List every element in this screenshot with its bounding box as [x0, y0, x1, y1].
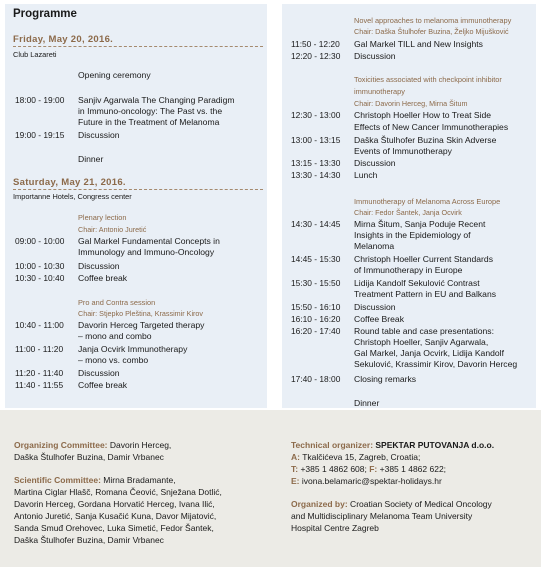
- session-title-line: in Immuno-oncology: The Past vs. the: [78, 106, 223, 116]
- day1-venue: Club Lazareti: [13, 50, 57, 59]
- scientific-committee-names: Sanda Smuđ Orehovec, Luka Simetić, Fedor Šantek,: [14, 523, 214, 533]
- phone-number: +385 1 4862 608;: [298, 464, 367, 474]
- organizing-committee: [14, 440, 171, 451]
- technical-organizer: [291, 440, 494, 451]
- section-chair: Chair: Fedor Šantek, Janja Ocvirk: [354, 208, 462, 217]
- session-title-line: Christoph Hoeller Current Standards: [354, 254, 493, 264]
- session-time: 13:00 - 13:15: [291, 135, 341, 145]
- session-time: 15:30 - 15:50: [291, 278, 341, 288]
- section-title: Pro and Contra session: [78, 298, 156, 307]
- session-title: Discussion: [354, 158, 396, 168]
- session-title: Coffee break: [78, 380, 128, 390]
- dinner-label: Dinner: [78, 154, 104, 164]
- address-label: A:: [291, 452, 300, 462]
- session-time: 10:30 - 10:40: [15, 273, 65, 283]
- day1-divider: [13, 46, 263, 47]
- organized-by-text: and Multidisciplinary Melanoma Team University: [291, 511, 473, 521]
- session-title-line: Davorin Herceg Targeted therapy: [78, 320, 205, 330]
- scientific-committee-names: Mirna Bradamante,: [100, 475, 176, 485]
- session-time: 15:50 - 16:10: [291, 302, 341, 312]
- scientific-committee-names: Davorin Herceg, Gordana Horvatić Herceg, Ivana Ilić,: [14, 499, 215, 509]
- scientific-committee: [14, 475, 176, 486]
- session-time: 10:00 - 10:30: [15, 261, 65, 271]
- session-time: 13:15 - 13:30: [291, 158, 341, 168]
- session-time: 12:30 - 13:00: [291, 110, 341, 120]
- session-title-line: Christoph Hoeller How to Treat Side: [354, 110, 492, 120]
- phone-line: [291, 464, 446, 475]
- phone-label: T:: [291, 464, 299, 474]
- section-chair: Chair: Antonio Juretić: [78, 225, 147, 234]
- programme-title: Programme: [13, 8, 77, 20]
- session-time: 12:20 - 12:30: [291, 51, 341, 61]
- session-title: Coffee Break: [354, 314, 405, 324]
- session-time: 13:30 - 14:30: [291, 170, 341, 180]
- session-title-line: Gal Markel, Janja Ocvirk, Lidija Kandolf: [354, 348, 504, 358]
- session-time: 11:50 - 12:20: [291, 39, 340, 49]
- session-title-line: – mono and combo: [78, 331, 152, 341]
- opening-ceremony: Opening ceremony: [78, 70, 151, 80]
- session-time: 14:45 - 15:30: [291, 254, 341, 264]
- session-title-line: Mirna Šitum, Sanja Poduje Recent: [354, 219, 486, 229]
- address-line: [291, 452, 420, 463]
- email-line: [291, 476, 442, 487]
- session-time: 16:20 - 17:40: [291, 326, 341, 336]
- organized-by: [291, 499, 492, 510]
- session-title: Discussion: [78, 261, 120, 271]
- session-title-line: Immunology and Immuno-Oncology: [78, 247, 215, 257]
- session-title: Discussion: [78, 130, 120, 140]
- day2-venue: Importanne Hotels, Congress center: [13, 192, 132, 201]
- session-title-line: Gal Markel Fundamental Concepts in: [78, 236, 220, 246]
- day2-heading: Saturday, May 21, 2016.: [13, 177, 126, 188]
- organizing-committee-names: Davorin Herceg,: [107, 440, 172, 450]
- session-title-line: Sanjiv Agarwala The Changing Paradigm: [78, 95, 235, 105]
- scientific-committee-names: Daška Štulhofer Buzina, Damir Vrbanec: [14, 535, 164, 545]
- session-time: 19:00 - 19:15: [15, 130, 65, 140]
- session-title: Closing remarks: [354, 374, 417, 384]
- session-title-line: Round table and case presentations:: [354, 326, 494, 336]
- session-title-line: Treatment Pattern in EU and Balkans: [354, 289, 497, 299]
- session-title-line: Events of Immunotherapy: [354, 146, 452, 156]
- session-title-line: Janja Ocvirk Immunotherapy: [78, 344, 188, 354]
- session-time: 16:10 - 16:20: [291, 314, 341, 324]
- section-chair: Chair: Davorin Herceg, Mirna Šitum: [354, 99, 468, 108]
- session-title-line: of Immunotherapy in Europe: [354, 265, 463, 275]
- technical-organizer-name: SPEKTAR PUTOVANJA d.o.o.: [373, 440, 495, 450]
- dinner-label: Dinner: [354, 398, 380, 408]
- session-time: 18:00 - 19:00: [15, 95, 65, 105]
- section-chair: Chair: Daška Štulhofer Buzina, Željko Mijušković: [354, 27, 509, 36]
- email-link[interactable]: ivona.belamaric@spektar-holidays.hr: [299, 476, 442, 486]
- session-title: Discussion: [354, 302, 396, 312]
- day2-divider: [13, 189, 263, 190]
- scientific-committee-label: Scientific Committee:: [14, 475, 101, 485]
- scientific-committee-names: Martina Ciglar Hlašč, Romana Čeović, Snježana Dotlić,: [14, 487, 222, 497]
- session-title: Coffee break: [78, 273, 128, 283]
- session-time: 11:00 - 11:20: [15, 344, 64, 354]
- session-title-line: Lidija Kandolf Sekulović Contrast: [354, 278, 480, 288]
- session-title-line: Melanoma: [354, 241, 395, 251]
- session-time: 14:30 - 14:45: [291, 219, 341, 229]
- address-text: Tkalčićeva 15, Zagreb, Croatia;: [299, 452, 421, 462]
- section-title: Plenary lection: [78, 213, 127, 222]
- section-title: Novel approaches to melanoma immunotherapy: [354, 16, 512, 25]
- session-title-line: – mono vs. combo: [78, 355, 149, 365]
- session-time: 10:40 - 11:00: [15, 320, 64, 330]
- session-title: Discussion: [78, 368, 120, 378]
- organizing-committee-label: Organizing Committee:: [14, 440, 108, 450]
- scientific-committee-names: Antonio Juretić, Sanja Kusačić Kuna, Davor Mijatović,: [14, 511, 217, 521]
- session-time: 11:20 - 11:40: [15, 368, 64, 378]
- section-title: immunotherapy: [354, 87, 405, 96]
- section-title: Immunotherapy of Melanoma Across Europe: [354, 197, 501, 206]
- session-time: 17:40 - 18:00: [291, 374, 341, 384]
- day1-heading: Friday, May 20, 2016.: [13, 34, 114, 45]
- organized-by-text: Croatian Society of Medical Oncology: [347, 499, 492, 509]
- session-title-line: Future in the Treatment of Melanoma: [78, 117, 220, 127]
- session-title: Lunch: [354, 170, 378, 180]
- session-title-line: Daška Štulhofer Buzina Skin Adverse: [354, 135, 497, 145]
- session-title: Discussion: [354, 51, 396, 61]
- technical-organizer-label: Technical organizer:: [291, 440, 374, 450]
- session-title-line: Sekulović, Krassimir Kirov, Davorin Herceg: [354, 359, 518, 369]
- email-label: E:: [291, 476, 300, 486]
- session-time: 09:00 - 10:00: [15, 236, 65, 246]
- organized-by-label: Organized by:: [291, 499, 348, 509]
- session-title-line: Effects of New Cancer Immunotherapies: [354, 122, 509, 132]
- section-title: Toxicities associated with checkpoint inhibitor: [354, 75, 502, 84]
- session-time: 11:40 - 11:55: [15, 380, 64, 390]
- fax-number: +385 1 4862 622;: [377, 464, 447, 474]
- organizing-committee-names: Daška Štulhofer Buzina, Damir Vrbanec: [14, 452, 164, 462]
- session-title: Gal Markel TILL and New Insights: [354, 39, 483, 49]
- session-title-line: Insights in the Epidemiology of: [354, 230, 471, 240]
- fax-label: F:: [366, 464, 378, 474]
- organized-by-text: Hospital Centre Zagreb: [291, 523, 379, 533]
- session-title-line: Christoph Hoeller, Sanjiv Agarwala,: [354, 337, 489, 347]
- section-chair: Chair: Stjepko Pleština, Krassimir Kirov: [78, 309, 204, 318]
